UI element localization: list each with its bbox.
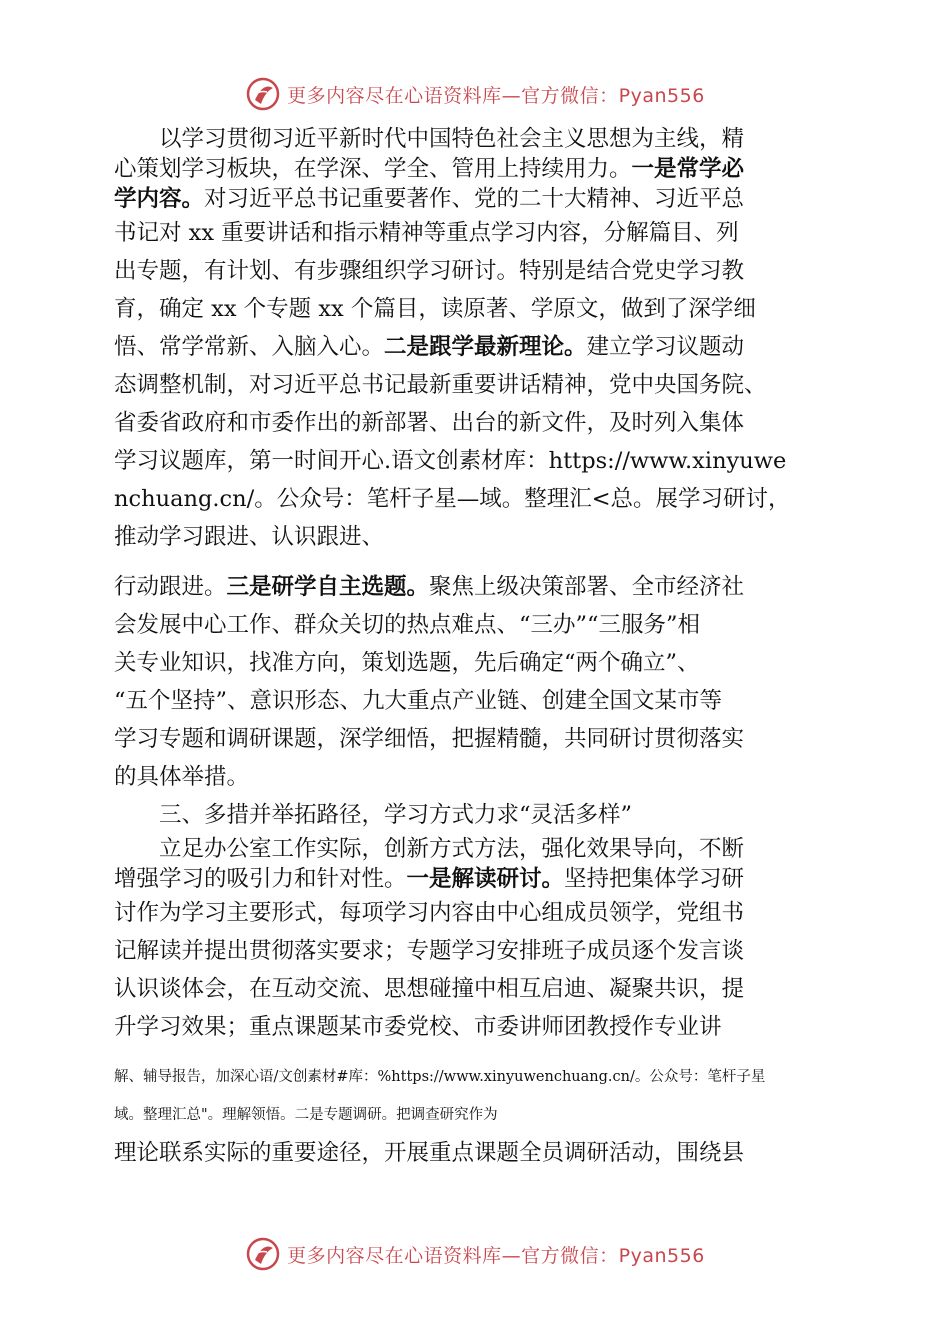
text-line [114,970,854,1008]
body-text: 会发展中心工作、群众关切的热点难点、“三办”“三服务”相 [114,612,701,638]
bold-heading-text: 一是常学必 [631,156,745,182]
body-text: 书记对 xx 重要讲话和指示精神等重点学习内容，分解篇目、列 [114,220,739,246]
body-text: 以学习贯彻习近平新时代中国特色社会主义思想为主线，精 [114,126,745,152]
body-text: 行动跟进。 [114,574,227,600]
banner-text: 更多内容尽在心语资料库—官方微信：Pyan556 [287,84,705,107]
text-line [114,682,854,720]
body-text: 理论联系实际的重要途径，开展重点课题全员调研活动，围绕县 [114,1140,745,1166]
text-line [114,932,854,970]
bold-heading-text: 一是解读研讨。 [406,866,565,892]
body-text: 立足办公室工作实际，创新方式方法，强化效果导向，不断 [114,836,745,862]
text-line [114,518,854,556]
body-text: 出专题，有计划、有步骤组织学习研讨。特别是结合党史学习教 [114,258,745,284]
footer-banner [0,1234,950,1274]
body-text: 记解读并提出贯彻落实要求；专题学习安排班子成员逐个发言谈 [114,938,745,964]
body-text: 态调整机制，对习近平总书记最新重要讲话精神，党中央国务院、 [114,372,767,398]
text-line [114,124,854,154]
text-line [114,1008,854,1046]
text-line [114,568,854,606]
bold-heading-text: 学内容。 [114,186,205,212]
logo-icon [245,76,281,112]
text-line [114,252,854,290]
body-text: nchuang.cn/。公众号：笔杆子星—域。整理汇<总。展学习研讨， [114,486,791,512]
document-body [114,124,854,1172]
text-line [114,442,854,480]
text-line [114,290,854,328]
body-text: 增强学习的吸引力和针对性。 [114,866,407,892]
text-line [114,154,854,184]
header-banner [0,74,950,114]
text-line [114,606,854,644]
body-text: 讨作为学习主要形式，每项学习内容由中心组成员领学，党组书 [114,900,745,926]
text-line [114,834,854,864]
logo-icon [245,1236,281,1272]
text-line [114,480,854,518]
body-text: 坚持把集体学习研 [564,866,745,892]
body-text: 三、多措并举拓路径，学习方式力求“灵活多样” [114,802,633,828]
body-text: 心策划学习板块，在学深、学全、管用上持续用力。 [114,156,632,182]
banner-text: 更多内容尽在心语资料库—官方微信：Pyan556 [287,1244,705,1267]
body-text: 省委省政府和市委作出的新部署、出台的新文件，及时列入集体 [114,410,745,436]
body-text: 育，确定 xx 个专题 xx 个篇目，读原著、学原文，做到了深学细 [114,296,756,322]
body-text: 学习议题库，第一时间开心.语文创素材库：https://www.xinyuwe [114,448,787,474]
text-line [114,184,854,214]
text-line [114,328,854,366]
body-text: 对习近平总书记重要著作、党的二十大精神、习近平总 [204,186,745,212]
bold-heading-text: 三是研学自主选题。 [226,574,430,600]
body-text: 解、辅导报告，加深心语/文创素材#库：%https://www.xinyuwenchuang.cn/。公众号：笔杆子星 [114,1069,766,1085]
text-line [114,796,854,834]
text-line [114,366,854,404]
body-text: 推动学习跟进、认识跟进、 [114,524,385,550]
text-line [114,1058,854,1096]
body-text: 关专业知识，找准方向，策划选题，先后确定“两个确立”、 [114,650,700,676]
bold-heading-text: 二是跟学最新理论。 [384,334,587,360]
body-text: 认识谈体会，在互动交流、思想碰撞中相互启迪、凝聚共识，提 [114,976,745,1002]
body-text: 的具体举措。 [114,764,250,790]
body-text: 聚焦上级决策部署、全市经济社 [429,574,745,600]
text-line [114,1096,854,1134]
body-text: 悟、常学常新、入脑入心。 [114,334,385,360]
text-line [114,644,854,682]
body-text: 学习专题和调研课题，深学细悟，把握精髓，共同研讨贯彻落实 [114,726,745,752]
text-line [114,404,854,442]
body-text: “五个坚持”、意识形态、九大重点产业链、创建全国文某市等 [114,688,723,714]
text-line [114,720,854,758]
text-line [114,214,854,252]
text-line [114,758,854,796]
text-line [114,1134,854,1172]
body-text: 升学习效果；重点课题某市委党校、市委讲师团教授作专业讲 [114,1014,722,1040]
text-line [114,894,854,932]
text-line [114,864,854,894]
body-text: 域。整理汇总"。理解领悟。二是专题调研。把调查研究作为 [114,1107,498,1123]
body-text: 建立学习议题动 [586,334,745,360]
